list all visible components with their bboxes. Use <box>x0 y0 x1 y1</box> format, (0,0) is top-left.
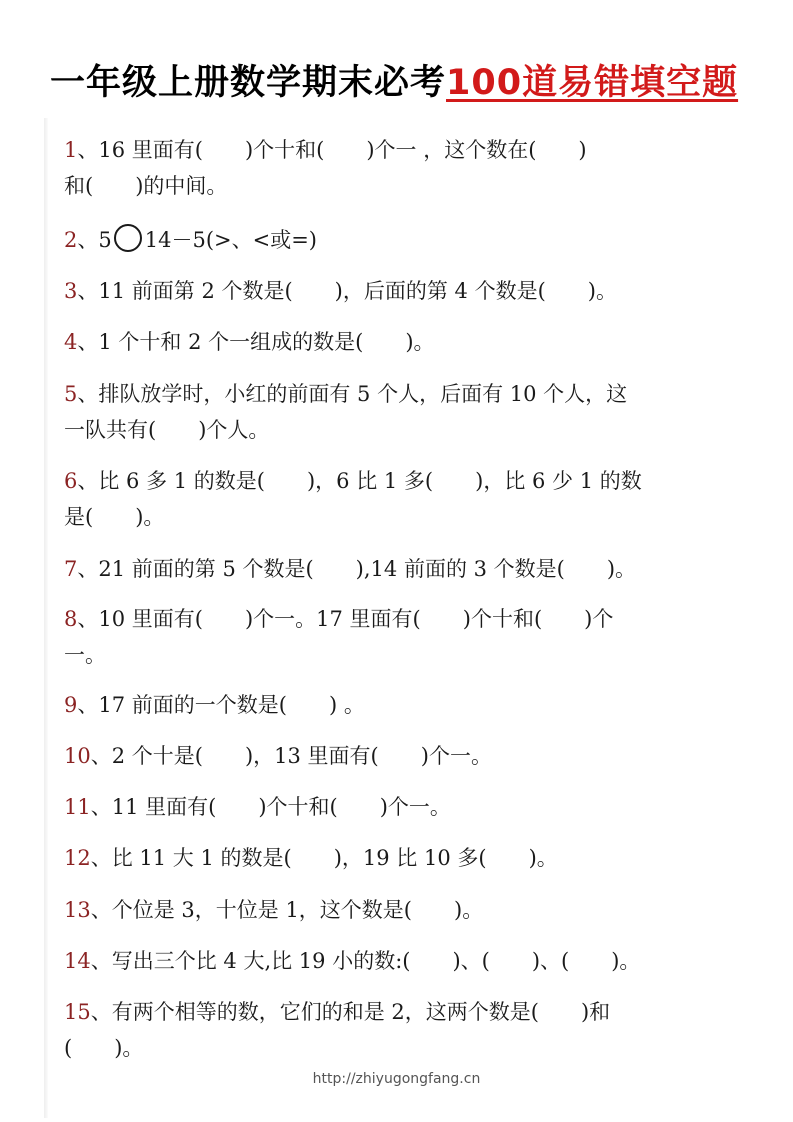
question-7 <box>64 551 734 587</box>
question-separator: 、 <box>90 795 112 819</box>
question-number: 14 <box>64 949 91 973</box>
question-number: 1 <box>64 138 78 162</box>
question-number: 3 <box>64 279 78 303</box>
question-text: 21 前面的第 5 个数是( ),14 前面的 3 个数是( )。 <box>98 557 637 581</box>
footer-url: http://zhiyugongfang.cn <box>312 1071 481 1087</box>
question-text: 2 个十是( )，13 里面有( )个一。 <box>111 744 492 768</box>
question-number: 7 <box>64 557 78 581</box>
question-separator: 、 <box>77 607 99 631</box>
question-text-continued: 和( )的中间。 <box>64 174 228 198</box>
question-text-continued: ( )。 <box>64 1036 144 1060</box>
question-text: 17 前面的一个数是( ) 。 <box>98 693 365 717</box>
comparison-circle-icon <box>114 224 142 252</box>
question-separator: 、 <box>77 279 99 303</box>
question-3 <box>64 273 734 309</box>
question-text: 写出三个比 4 大,比 19 小的数:( )、( )、( )。 <box>111 949 641 973</box>
question-list <box>64 132 734 1066</box>
question-text: 有两个相等的数，它们的和是 2，这两个数是( )和 <box>111 1000 611 1024</box>
question-text: 排队放学时，小红的前面有 5 个人，后面有 10 个人，这 <box>98 382 628 406</box>
question-number: 13 <box>64 898 91 922</box>
question-number: 10 <box>64 744 91 768</box>
question-separator: 、 <box>77 330 99 354</box>
question-number: 9 <box>64 693 78 717</box>
question-number: 2 <box>64 228 78 252</box>
question-text: 1 个十和 2 个一组成的数是( )。 <box>98 330 435 354</box>
question-4 <box>64 324 734 360</box>
question-number: 12 <box>64 846 91 870</box>
question-1 <box>64 132 734 204</box>
question-separator: 、 <box>77 469 99 493</box>
question-text: 比 6 多 1 的数是( )，6 比 1 多( )，比 6 少 1 的数 <box>98 469 642 493</box>
question-9 <box>64 687 734 723</box>
question-text: 10 里面有( )个一。17 里面有( )个十和( )个 <box>98 607 614 631</box>
question-separator: 、 <box>77 693 99 717</box>
question-text: 11 里面有( )个十和( )个一。 <box>111 795 451 819</box>
question-12 <box>64 840 734 876</box>
question-10 <box>64 738 734 774</box>
question-separator: 、 <box>90 1000 112 1024</box>
question-text-continued: 是( )。 <box>64 505 165 529</box>
question-text: 个位是 3，十位是 1，这个数是( )。 <box>111 898 484 922</box>
question-11 <box>64 789 734 825</box>
question-5 <box>64 376 734 448</box>
question-15 <box>64 994 734 1066</box>
question-separator: 、 <box>77 228 99 252</box>
question-separator: 、 <box>90 898 112 922</box>
question-14 <box>64 943 734 979</box>
question-number: 11 <box>64 795 91 819</box>
question-separator: 、 <box>77 138 99 162</box>
question-separator: 、 <box>77 557 99 581</box>
question-number: 8 <box>64 607 78 631</box>
question-8 <box>64 601 734 673</box>
question-13 <box>64 892 734 928</box>
question-number: 15 <box>64 1000 91 1024</box>
question-number: 4 <box>64 330 78 354</box>
question-text: 11 前面第 2 个数是( )，后面的第 4 个数是( )。 <box>98 279 617 303</box>
question-text-continued: 一队共有( )个人。 <box>64 418 270 442</box>
question-text: 14－5(>、<或=) <box>144 228 318 252</box>
question-separator: 、 <box>90 949 112 973</box>
question-number: 5 <box>64 382 78 406</box>
page-title <box>50 55 750 105</box>
question-separator: 、 <box>90 744 112 768</box>
title-highlight: 100道易错填空题 <box>446 63 739 103</box>
left-margin-rule <box>44 118 48 1118</box>
question-text-continued: 一。 <box>64 643 106 667</box>
question-text: 5 <box>98 228 112 252</box>
question-separator: 、 <box>77 382 99 406</box>
question-separator: 、 <box>90 846 112 870</box>
question-text: 16 里面有( )个十和( )个一 ，这个数在( ) <box>98 138 587 162</box>
question-2 <box>64 222 734 258</box>
question-6 <box>64 463 734 535</box>
question-text: 比 11 大 1 的数是( )，19 比 10 多( )。 <box>111 846 558 870</box>
question-number: 6 <box>64 469 78 493</box>
title-main: 一年级上册数学期末必考 <box>50 63 447 103</box>
